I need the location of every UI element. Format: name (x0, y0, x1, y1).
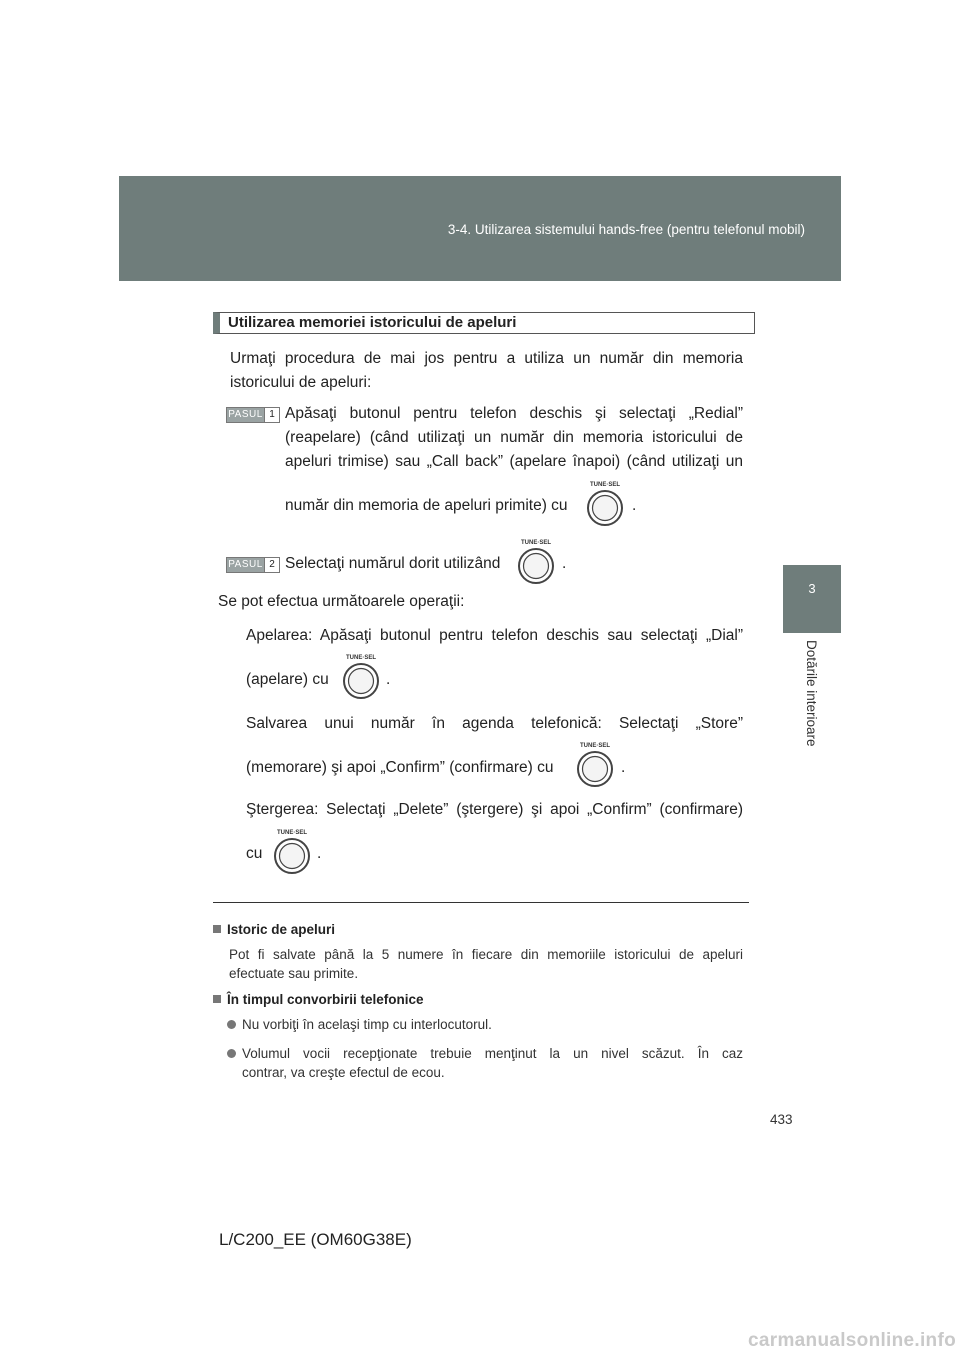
step-badge-number: 2 (264, 558, 279, 572)
chapter-title: 3-4. Utilizarea sistemului hands-free (pentru telefonul mobil) (447, 222, 805, 237)
watermark: carmanualsonline.info (748, 1330, 956, 1351)
operation-delete-line-2: cu (246, 845, 263, 862)
note-1-title: Istoric de apeluri (227, 922, 336, 937)
round-bullet-icon (227, 1049, 236, 1058)
operation-dial-period: . (386, 671, 391, 688)
step-1-line-2: (reapelare) (când utilizaţi un număr din memoria istoricului de (285, 429, 743, 446)
tune-sel-knob-icon (272, 827, 312, 875)
step-badge-number: 1 (264, 408, 279, 422)
page-number: 433 (770, 1112, 793, 1127)
note-2-bullet-1: Nu vorbiţi în acelaşi timp cu interlocutorul. (242, 1017, 492, 1032)
round-bullet-icon (227, 1020, 236, 1029)
tune-sel-knob-icon (516, 537, 556, 585)
note-1-line-2: efectuate sau primite. (229, 966, 359, 981)
step-1-badge (226, 407, 280, 423)
chapter-number: 3 (808, 581, 816, 596)
operation-delete-period: . (317, 845, 322, 862)
note-2-bullet-2-line-1: Volumul vocii recepţionate trebuie menţinut la un nivel scăzut. În caz (242, 1046, 743, 1061)
operation-store-line-1: Salvarea unui număr în agenda telefonică: Selectaţi „Store” (246, 715, 743, 732)
operation-store-line-2: (memorare) şi apoi „Confirm” (confirmare) cu (246, 759, 554, 776)
operation-delete-line-1: Ştergerea: Selectaţi „Delete” (ştergere) şi apoi „Confirm” (confirmare) (246, 801, 743, 818)
operation-store-period: . (621, 759, 626, 776)
tune-sel-knob-icon (575, 740, 615, 788)
chapter-header (119, 176, 841, 281)
step-1-period: . (632, 497, 637, 514)
square-bullet-icon (213, 925, 221, 933)
step-1-line-1: Apăsaţi butonul pentru telefon deschis şi selectaţi „Redial” (285, 405, 743, 422)
step-badge-label: PASUL (228, 409, 263, 420)
chapter-label: Dotările interioare (804, 640, 819, 747)
note-2-heading (213, 992, 424, 1007)
document-code: L/C200_EE (OM60G38E) (219, 1230, 412, 1249)
operation-dial-line-1: Apelarea: Apăsaţi butonul pentru telefon deschis sau selectaţi „Dial” (246, 627, 743, 644)
chapter-tab (783, 565, 841, 633)
tune-sel-knob-icon (585, 479, 625, 527)
note-2-bullet-2-line-2: contrar, va creşte efectul de ecou. (242, 1065, 445, 1080)
step-2-period: . (562, 555, 567, 572)
note-2-title: În timpul convorbirii telefonice (227, 992, 424, 1007)
step-1-line-3: apeluri trimise) sau „Call back” (apelare înapoi) (când utilizaţi un (285, 453, 743, 470)
step-2-badge (226, 557, 280, 573)
intro-line-1: Urmaţi procedura de mai jos pentru a utiliza un număr din memoria (230, 350, 743, 367)
step-1-line-4: număr din memoria de apeluri primite) cu (285, 497, 568, 514)
section-heading (213, 312, 755, 334)
intro-line-2: istoricului de apeluri: (230, 374, 372, 391)
operations-intro: Se pot efectua următoarele operaţii: (218, 593, 465, 610)
tune-sel-knob-icon (341, 652, 381, 700)
square-bullet-icon (213, 995, 221, 1003)
note-1-heading (213, 922, 335, 937)
step-2-line-1: Selectaţi numărul dorit utilizând (285, 555, 501, 572)
section-title: Utilizarea memoriei istoricului de apeluri (228, 314, 517, 331)
step-badge-label: PASUL (228, 559, 263, 570)
operation-dial-line-2: (apelare) cu (246, 671, 329, 688)
note-1-line-1: Pot fi salvate până la 5 numere în fiecare din memoriile istoricului de apeluri (229, 947, 743, 962)
section-divider (213, 902, 749, 903)
